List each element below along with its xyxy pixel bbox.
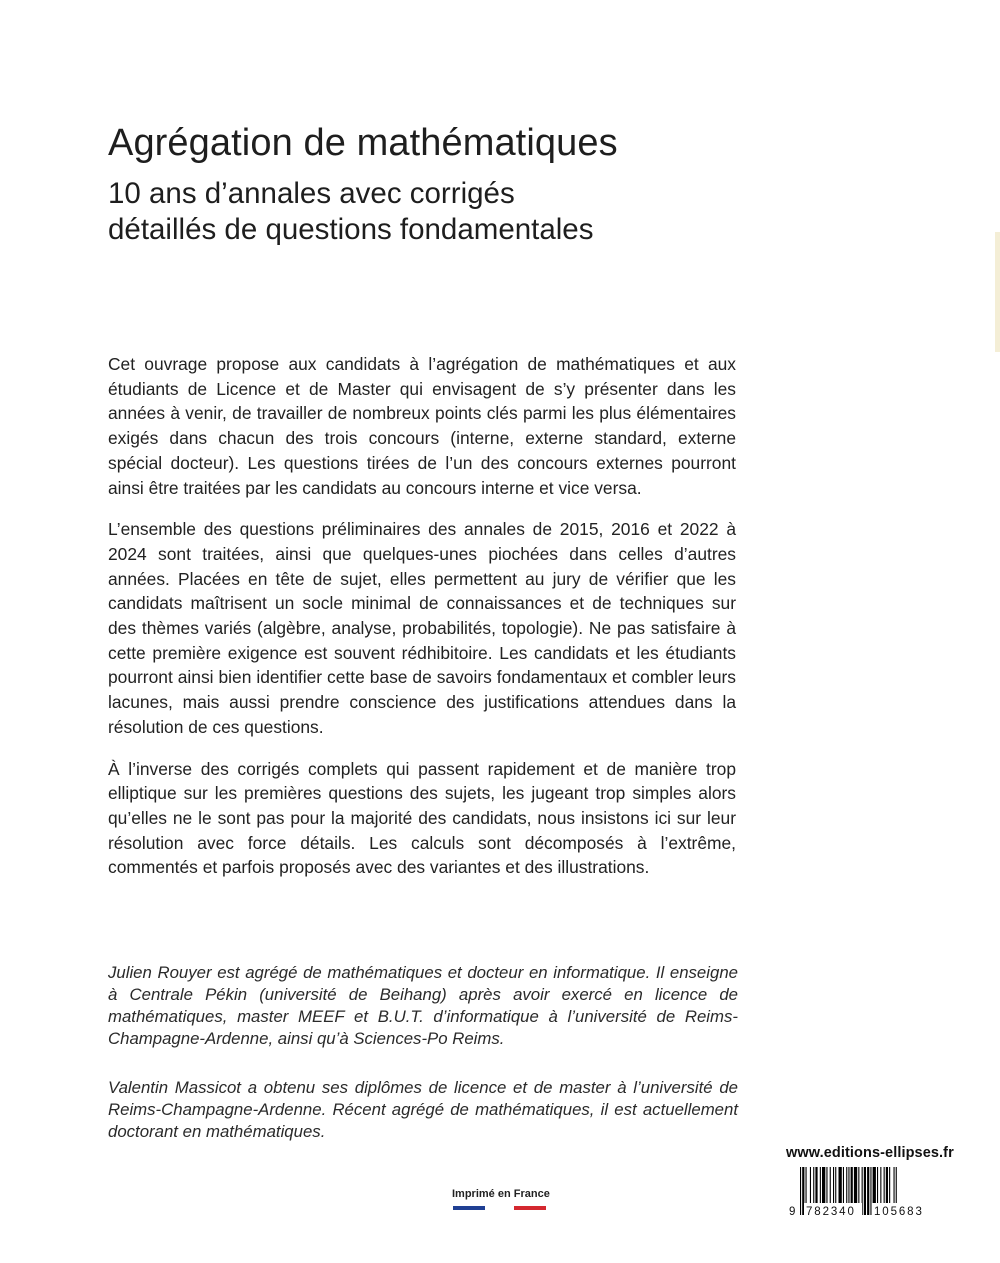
edge-decoration <box>995 232 1000 352</box>
isbn-digit-first: 9 <box>789 1206 796 1217</box>
author-bio-massicot: Valentin Massicot a obtenu ses diplômes de licence et de master à l’université de Reims-Champagne-Ardenne. Récent agrégé de mathématiques, il est actuellement doctorant en mathématiques. <box>108 1078 738 1141</box>
isbn-digits-left: 782340 <box>806 1206 856 1217</box>
barcode-bar <box>870 1167 871 1215</box>
barcode-bar <box>867 1167 869 1215</box>
printed-in-france-label: Imprimé en France <box>452 1188 550 1200</box>
author-bio-rouyer: Julien Rouyer est agrégé de mathématiques et docteur en informatique. Il enseigne à Centrale Pékin (université de Beihang) après avoir exercé en licence de mathématiques, master MEEF et B.U.T. d’informatique à l’université de Reims-Champagne-Ardenne, ainsi qu’à Sciences-Po Reims. <box>108 963 738 1048</box>
description-paragraph-2: L’ensemble des questions préliminaires des annales de 2015, 2016 et 2022 à 2024 sont traitées, ainsi que quelques-unes piochées dans celles d’autres années. Placées en tête de sujet, elles permettent au jury de vérifier que les candidats maîtrisent un socle minimal de connaissances et de techniques sur des thèmes variés (algèbre, analyse, probabilités, topologie). Ne pas satisfaire à cette première exigence est souvent rédhibitoire. Les candidats et les étudiants pourront ainsi bien identifier cette base de savoirs fondamentaux et combler leurs lacunes, mais aussi prendre conscience des justifications attendues dans la résolution de ces questions. <box>108 519 736 737</box>
subtitle-line-2: détaillés de questions fondamentales <box>108 213 594 246</box>
flag-red-stripe <box>514 1206 546 1210</box>
subtitle-line-1: 10 ans d’annales avec corrigés <box>108 177 515 210</box>
flag-blue-stripe <box>453 1206 485 1210</box>
isbn-barcode <box>786 1167 951 1217</box>
barcode-bar <box>800 1167 801 1215</box>
isbn-digits-right: 105683 <box>874 1206 924 1217</box>
book-title: Agrégation de mathématiques <box>108 122 618 164</box>
barcode-bar <box>864 1167 866 1215</box>
publisher-website: www.editions-ellipses.fr <box>786 1145 954 1161</box>
description-paragraph-1: Cet ouvrage propose aux candidats à l’agrégation de mathématiques et aux étudiants de Licence et de Master qui envisagent de s’y présenter dans les années à venir, de travailler de nombreux points clés parmi les plus élémentaires exigés dans chacun des trois concours (interne, externe standard, externe spécial docteur). Les questions tirées de l’un des concours externes pourront ainsi être traitées par les candidats au concours interne et vice versa. <box>108 354 736 498</box>
description-paragraph-3: À l’inverse des corrigés complets qui passent rapidement et de manière trop elliptique sur les premières questions des sujets, les jugeant trop simples alors qu’elles ne le sont pas pour la majorité des candidats, nous insistons ici sur leur résolution avec force détails. Les calculs sont décomposés à l’extrême, commentés et parfois proposés avec des variantes et des illustrations. <box>108 758 736 878</box>
book-subtitle <box>108 176 768 248</box>
back-cover-description <box>108 352 736 897</box>
